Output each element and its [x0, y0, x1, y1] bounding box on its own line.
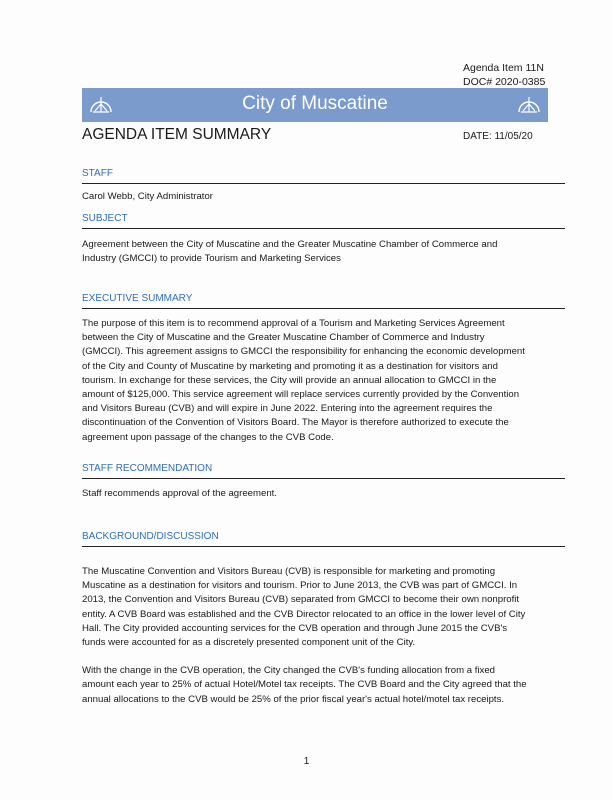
- section-heading: EXECUTIVE SUMMARY: [82, 293, 565, 309]
- text-line: Carol Webb, City Administrator: [82, 191, 213, 202]
- text-line: The Muscatine Convention and Visitors Bureau (CVB) is responsible for marketing and promoting: [82, 566, 496, 577]
- text-line: between the City of Muscatine and the Greater Muscatine Chamber of Commerce and Industry: [82, 332, 485, 344]
- section-heading: SUBJECT: [82, 213, 565, 229]
- text-line: discontinuation of the Convention of Visitors Board. The Mayor is therefore authorized to execute the: [82, 417, 509, 429]
- doc-number: DOC# 2020-0385: [463, 76, 546, 88]
- city-logo-right-icon: [516, 92, 542, 118]
- banner-title: City of Muscatine: [242, 93, 388, 114]
- section-subject: [82, 213, 565, 266]
- section-staff-recommendation: [82, 463, 565, 501]
- section-executive-summary: [82, 293, 565, 445]
- section-heading: BACKGROUND/DISCUSSION: [82, 531, 565, 547]
- section-staff: [82, 168, 565, 204]
- text-line: Industry (GMCCI) to provide Tourism and Marketing Services: [82, 253, 341, 265]
- text-line: of the City and County of Muscatine by marketing and promoting it as a destination for visitors and: [82, 360, 498, 372]
- text-line: Hall. The City provided accounting services for the CVB operation and through June 2015 the CVB's: [82, 622, 508, 634]
- text-line: and Visitors Bureau (CVB) and will expire in June 2022. Entering into the agreement requires the: [82, 403, 493, 415]
- text-line: agreement upon passage of the changes to the CVB Code.: [82, 431, 334, 443]
- text-line: Muscatine as a destination for visitors and tourism. Prior to June 2013, the CVB was part of GMCCI. In: [82, 580, 518, 592]
- text-line: tourism. In exchange for these services, the City will provide an annual allocation to GMCCI in the: [82, 374, 497, 386]
- text-line: entity. A CVB Board was established and the CVB Director relocated to an office in the lower level of City: [82, 608, 526, 620]
- city-banner: [82, 88, 548, 122]
- text-line: Staff recommends approval of the agreement.: [82, 488, 278, 499]
- text-line: With the change in the CVB operation, the City changed the CVB's funding allocation from a fixed: [82, 665, 496, 677]
- text-line: (GMCCI). This agreement assigns to GMCCI the responsibility for enhancing the economic development: [82, 346, 525, 358]
- section-heading: STAFF: [82, 168, 565, 184]
- text-line: annual allocations to the CVB would be 25% of the prior fiscal year's actual hotel/motel tax receipts.: [82, 693, 505, 705]
- text-line: The purpose of this item is to recommend approval of a Tourism and Marketing Services Agreement: [82, 318, 505, 329]
- section-background: [82, 531, 565, 707]
- text-line: Agreement between the City of Muscatine and the Greater Muscatine Chamber of Commerce and: [82, 239, 498, 250]
- agenda-item-label: Agenda Item 11N: [463, 62, 544, 74]
- text-line: 2013, the Convention and Visitors Bureau (CVB) separated from GMCCI to become their own nonprofit: [82, 594, 520, 606]
- text-line: amount each year to 25% of actual Hotel/Motel tax receipts. The CVB Board and the City agreed that the: [82, 679, 527, 691]
- section-heading: STAFF RECOMMENDATION: [82, 463, 565, 479]
- page-number: 1: [303, 756, 310, 767]
- text-line: amount of $125,000. This service agreement will replace services currently provided by the Convention: [82, 389, 520, 401]
- agenda-date: DATE: 11/05/20: [463, 131, 533, 142]
- summary-title: AGENDA ITEM SUMMARY: [82, 126, 272, 143]
- text-line: funds were accounted for as a discretely presented component unit of the City.: [82, 637, 416, 649]
